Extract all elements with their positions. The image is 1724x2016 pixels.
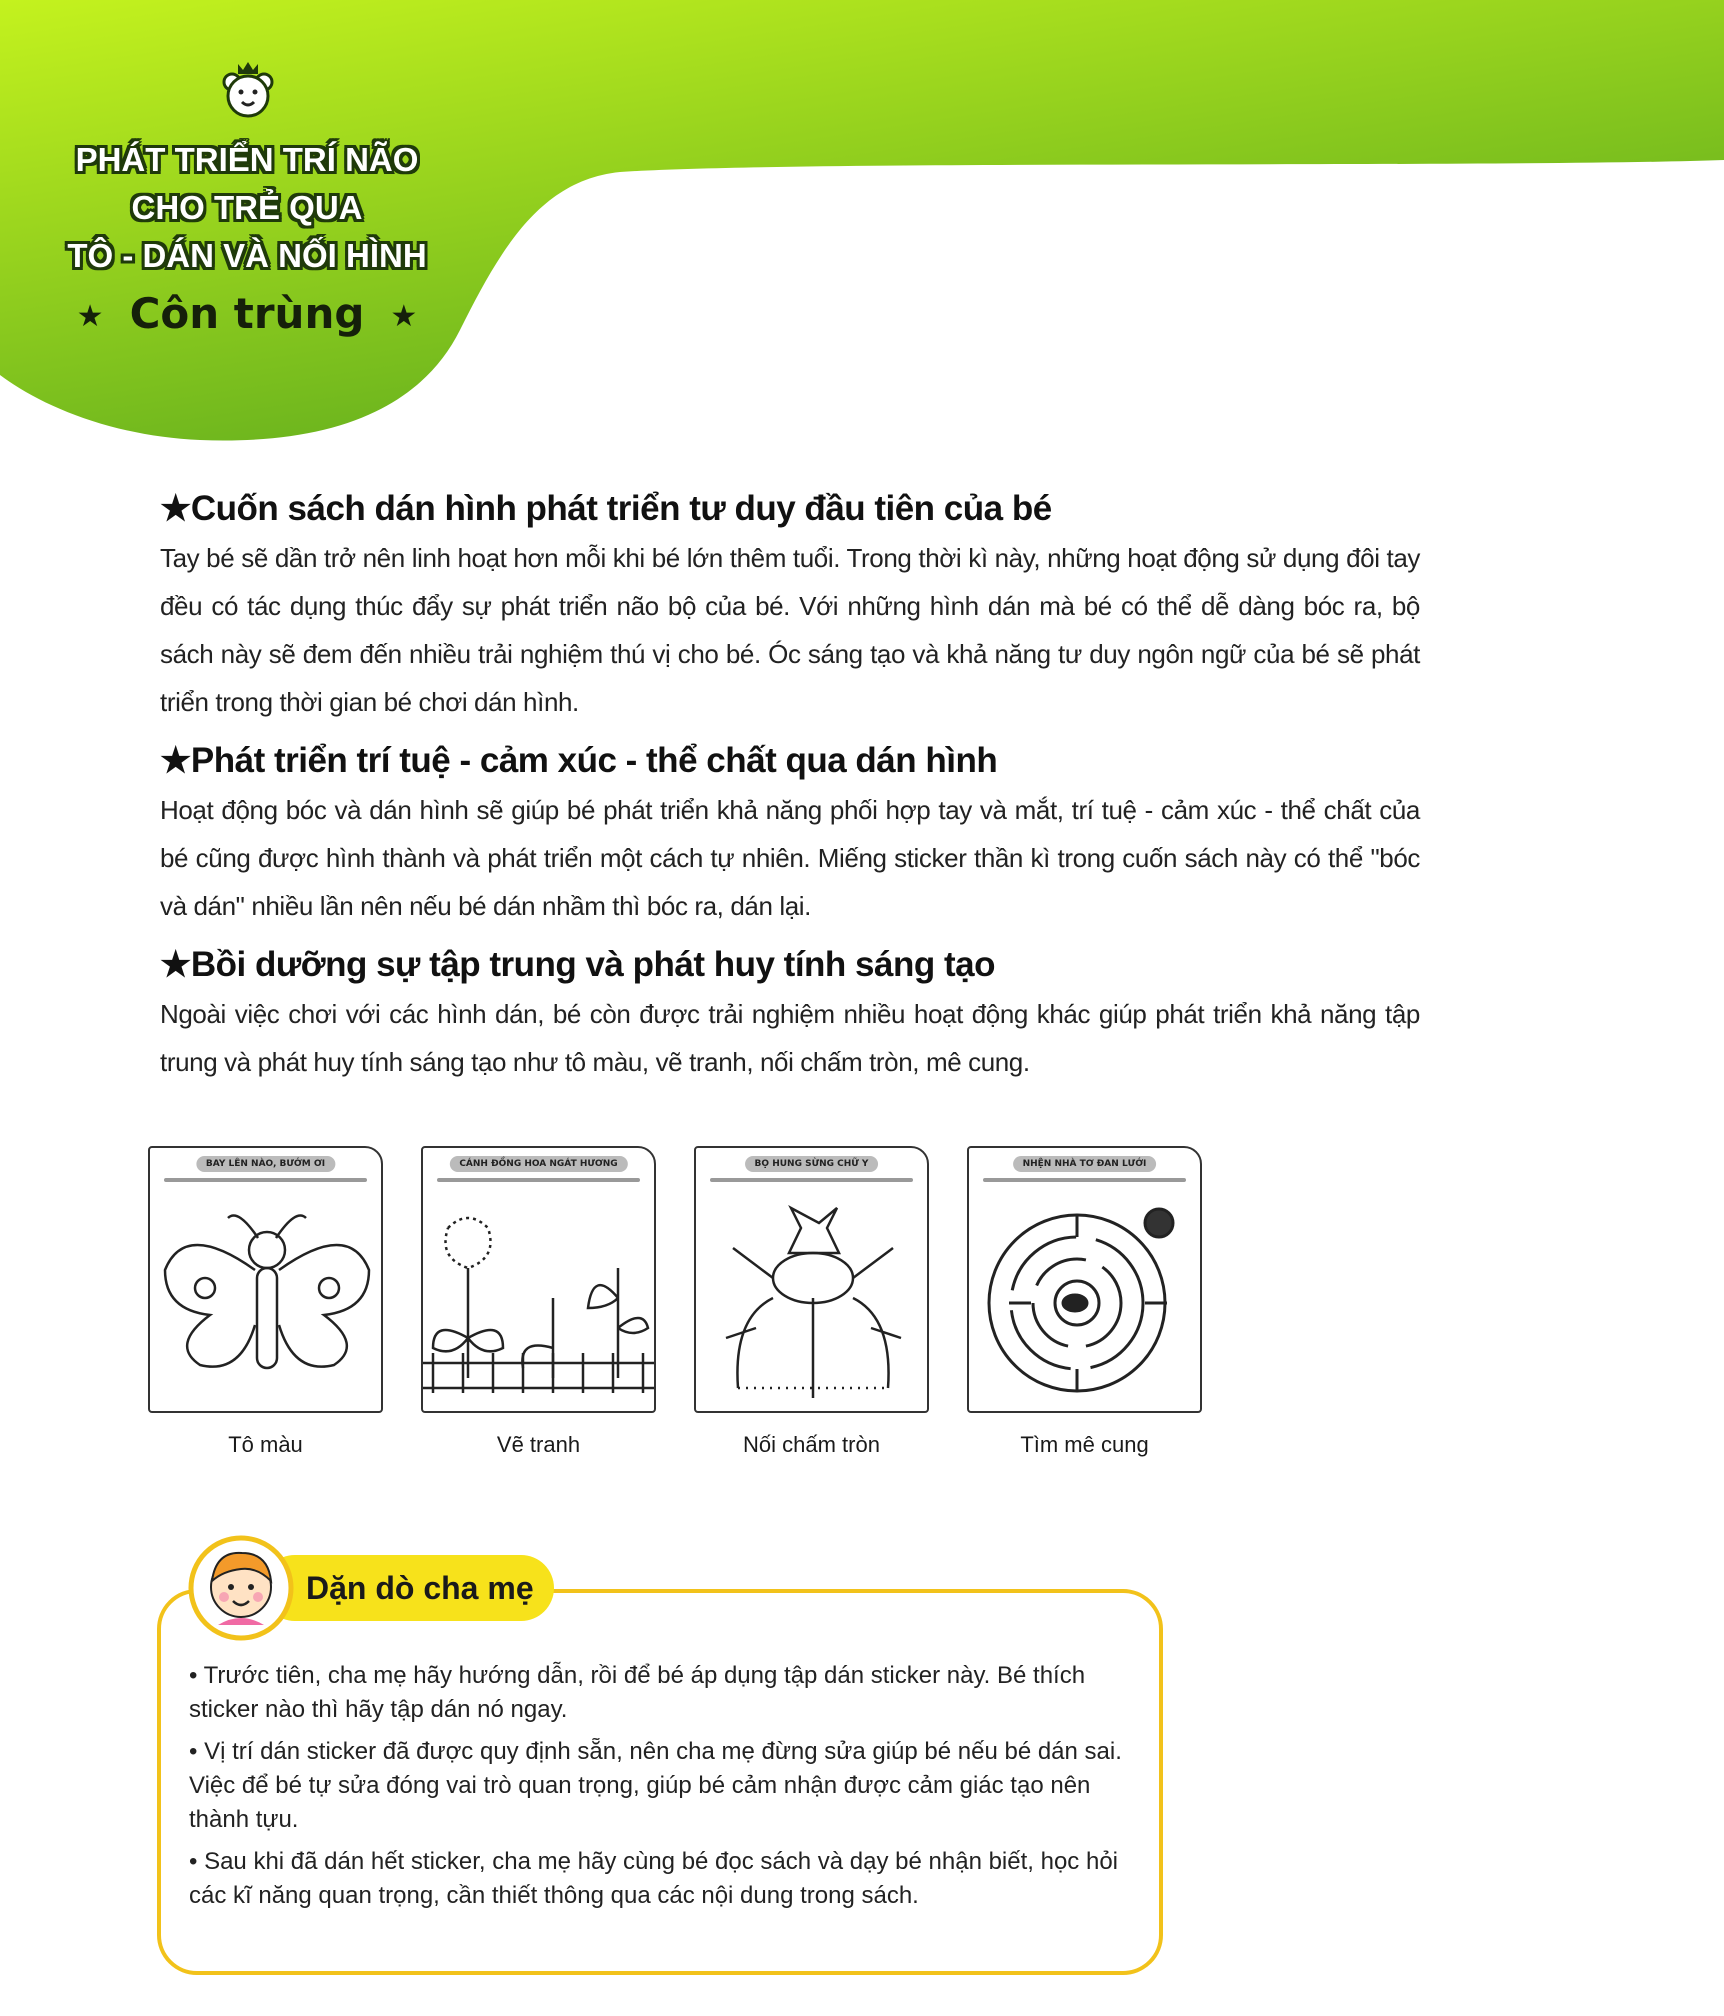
parents-note-bullet: • Vị trí dán sticker đã được quy định sẵn, nên cha mẹ đừng sửa giúp bé nếu bé dán sai. Việc để bé tự sửa đóng vai trò quan trọng, giúp bé cảm nhận được cảm giác tạo nên thành tựu. bbox=[189, 1738, 1122, 1833]
parents-note-bullet: • Sau khi đã dán hết sticker, cha mẹ hãy cùng bé đọc sách và dạy bé nhận biết, học hỏi các kĩ năng quan trọng, cần thiết thông qua các nội dung trong sách. bbox=[189, 1848, 1119, 1909]
brand-title-line-2: CHO TRẺ QUA bbox=[131, 189, 363, 226]
butterfly-drawing bbox=[150, 1188, 383, 1413]
child-face-icon bbox=[188, 1535, 294, 1641]
section-body: Tay bé sẽ dần trở nên linh hoạt hơn mỗi khi bé lớn thêm tuổi. Trong thời kì này, những hoạt động sử dụng đôi tay đều có tác dụng thúc đẩy sự phát triển não bộ của bé. Với những hình dán mà bé có thể dễ dàng bóc ra, bộ sách này sẽ đem đến nhiều trải nghiệm thú vị cho bé. Óc sáng tạo và khả năng tư duy ngôn ngữ của bé sẽ phát triển trong thời gian bé chơi dán hình. bbox=[160, 543, 1420, 717]
thumbnail-title: CÁNH ĐỒNG HOA NGÁT HƯƠNG bbox=[449, 1156, 627, 1172]
activity-thumbnails bbox=[148, 1146, 1420, 1459]
section-heading: ★Phát triển trí tuệ - cảm xúc - thể chất qua dán hình bbox=[160, 741, 998, 780]
section-body: Ngoài việc chơi với các hình dán, bé còn được trải nghiệm nhiều hoạt động khác giúp phát triển khả năng tập trung và phát huy tính sáng tạo như tô màu, vẽ tranh, nối chấm tròn, mê cung. bbox=[160, 999, 1420, 1077]
flowers-drawing bbox=[423, 1188, 656, 1413]
main-content bbox=[160, 486, 1420, 1975]
spider-maze-drawing bbox=[969, 1188, 1202, 1413]
thumbnail-caption: Tô màu bbox=[228, 1432, 303, 1457]
section-heading: ★Bồi dưỡng sự tập trung và phát huy tính sáng tạo bbox=[160, 945, 995, 984]
thumbnail-instructions bbox=[164, 1178, 367, 1182]
series-name: Côn trùng bbox=[129, 289, 365, 338]
bear-crown-icon bbox=[222, 60, 274, 120]
parents-note-bullet: • Trước tiên, cha mẹ hãy hướng dẫn, rồi để bé áp dụng tập dán sticker này. Bé thích sticker nào thì hãy tập dán nó ngay. bbox=[189, 1662, 1086, 1723]
section-heading: ★Cuốn sách dán hình phát triển tư duy đầu tiên của bé bbox=[160, 489, 1052, 528]
thumbnail-instructions bbox=[983, 1178, 1186, 1182]
section-body: Hoạt động bóc và dán hình sẽ giúp bé phát triển khả năng phối hợp tay và mắt, trí tuệ - cảm xúc - thể chất của bé cũng được hình thành và phát triển một cách tự nhiên. Miếng sticker thần kì trong cuốn sách này có thể "bóc và dán" nhiều lần nên nếu bé dán nhầm thì bóc ra, dán lại. bbox=[160, 795, 1420, 921]
star-icon: ★ bbox=[390, 298, 418, 334]
star-icon: ★ bbox=[76, 298, 104, 334]
thumbnail-title: BAY LÊN NÀO, BƯỚM ƠI bbox=[196, 1156, 335, 1172]
thumbnail-caption: Tìm mê cung bbox=[1020, 1432, 1149, 1457]
parents-note-box bbox=[157, 1589, 1163, 1975]
thumbnail-maze bbox=[967, 1146, 1202, 1413]
thumbnail-title: BỌ HUNG SỪNG CHỮ Y bbox=[745, 1156, 879, 1172]
thumbnail-instructions bbox=[710, 1178, 913, 1182]
parents-note bbox=[157, 1555, 1163, 1975]
thumbnail-coloring bbox=[148, 1146, 383, 1413]
thumbnail-drawing bbox=[421, 1146, 656, 1413]
thumbnail-title: NHỆN NHÀ TƠ ĐAN LƯỚI bbox=[1013, 1156, 1157, 1172]
thumbnail-instructions bbox=[437, 1178, 640, 1182]
series-title bbox=[0, 288, 507, 343]
thumbnail-dot-to-dot bbox=[694, 1146, 929, 1413]
brand-title-line-1: PHÁT TRIỂN TRÍ NÃO bbox=[75, 141, 419, 178]
thumbnail-caption: Vẽ tranh bbox=[496, 1432, 581, 1457]
brand-title-line-3: TÔ - DÁN VÀ NỐI HÌNH bbox=[67, 237, 427, 274]
parents-note-title: Dặn dò cha mẹ bbox=[262, 1555, 554, 1621]
beetle-drawing bbox=[696, 1188, 929, 1413]
thumbnail-caption: Nối chấm tròn bbox=[743, 1432, 880, 1457]
